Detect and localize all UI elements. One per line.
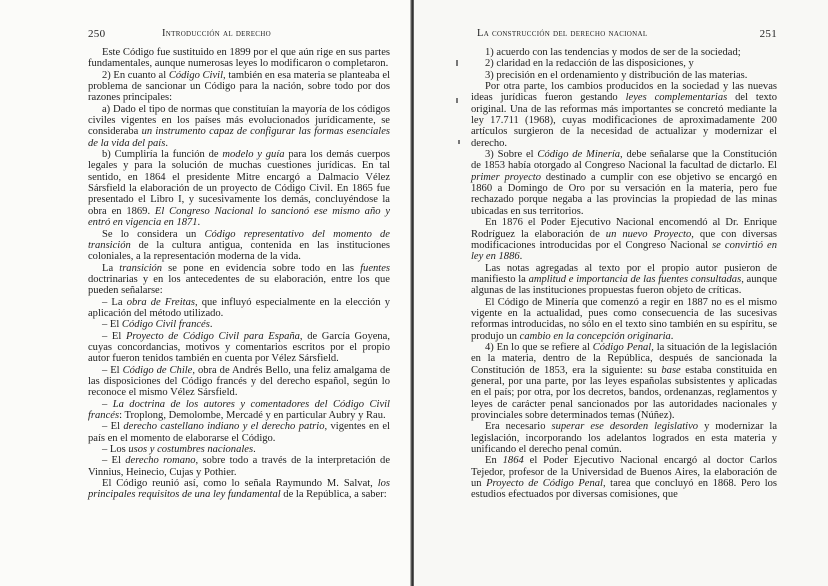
left-page [0, 0, 412, 586]
paragraph [471, 149, 777, 217]
italic-text: Código de Minería [537, 149, 621, 161]
italic-text: leyes complementarias [625, 92, 728, 104]
text-run: . [197, 217, 201, 229]
text-run: Era necesario [485, 421, 552, 433]
italic-text: Código Civil francés [121, 319, 210, 331]
text-run: destinado a cumplir con ese objetivo se encargó en 1860 a Domingo de Oro por su versación en la materia, pero fue rechazado porque negaba a las provincias la propiedad de las minas ubicadas en sus territorios. [471, 171, 778, 217]
text-run: – [102, 398, 113, 410]
text-run: En [485, 455, 503, 467]
italic-text: base [661, 364, 681, 376]
paragraph [88, 263, 390, 297]
text-run: Se lo considera un [102, 228, 205, 240]
text-run: 1) acuerdo con las tendencias y modos de ser de la sociedad; [485, 47, 741, 58]
italic-text: superar ese desorden legislativo [551, 421, 699, 433]
italic-text: un nuevo Proyecto [605, 228, 692, 240]
page-number: 251 [759, 28, 777, 40]
paragraph [471, 455, 777, 500]
text-run: . [670, 330, 674, 342]
text-run: – La [102, 296, 127, 308]
italic-text: cambio en la concepción originaria [519, 330, 671, 342]
paragraph [471, 342, 777, 421]
text-run: , sobre todo a través de la interpretación de Vinnius, Heinecio, Cujas y Pothier. [88, 455, 391, 478]
italic-text: Código de Chile [122, 364, 193, 376]
text-run: – El [102, 364, 123, 376]
italic-text: Proyecto de Código Civil para España [125, 330, 300, 342]
paragraph [471, 217, 777, 262]
text-run: , que influyó especialmente en la elección y aplicación del método utilizado. [88, 296, 391, 319]
italic-text: Proyecto de Código Penal [486, 478, 603, 490]
paragraph [88, 421, 390, 444]
text-run: 3) Sobre el [485, 149, 538, 161]
text-run: para los demás cuerpos legales y para la solución de muchas cuestiones jurídicas. En tal sentido, en 1864 el presidente Mitre encargó a Dalmacio Vélez Sársfield la elaboración de un proyecto de Código Civil. En 1865 fue presentado el Libro I, y sucesivamente los demás, concluyéndose la obra en 1869. [88, 149, 390, 217]
paragraph [88, 455, 390, 478]
text-run: b) Cumpliría la función de [102, 149, 223, 161]
paragraph [88, 478, 390, 501]
text-run: , debe señalarse que la Constitución de 1853 había otorgado al Congreso Nacional la facultad de dictarlo. El [471, 149, 777, 172]
text-run: y modernizar la legislación, incorporando los adelantos logrados en esta materia y unificando el derecho penal común. [471, 421, 778, 456]
right-page [414, 0, 828, 586]
italic-text: La doctrina de los autores y comentadores del Código Civil francés [88, 398, 390, 421]
paragraph [88, 47, 390, 70]
paragraph [88, 444, 390, 455]
italic-text: derecho romano [125, 455, 196, 467]
text-run: , obra de Andrés Bello, una feliz amalgama de las disposiciones del Código francés y del derecho español, según lo reconoce el mismo Vélez Sársfield. [88, 364, 391, 399]
text-run: , vigentes en el país en el momento de elaborarse el Código. [88, 421, 390, 444]
paragraph [88, 331, 390, 365]
paragraph [471, 47, 777, 58]
text-run: , aunque algunas de las instituciones propuestas fueron objeto de críticas. [471, 273, 778, 297]
italic-text: se convirtió en ley en 1886 [471, 239, 777, 263]
text-run: 2) claridad en la redacción de las disposiciones, y [485, 58, 694, 70]
paragraph [88, 70, 390, 104]
text-run: , también en esa materia se planteaba el problema de sancionar un Código para la nación, sobre todo por dos razones principales: [88, 69, 390, 104]
text-run: , la situación de la legislación en la materia, dentro de la República, después de sancionada la Constitución de 1853, era la siguiente: su [471, 341, 777, 376]
italic-text: modelo y guía [222, 149, 285, 161]
paragraph [88, 297, 390, 320]
italic-text: Código representativo del momento de transición [88, 228, 390, 251]
text-run: La [102, 262, 120, 274]
paragraph [471, 58, 777, 69]
text-run: Las notas agregadas al texto por el propio autor pusieron de manifiesto la [471, 262, 777, 285]
text-run: . [253, 444, 256, 456]
text-run: 3) precisión en el ordenamiento y distribución de las materias. [485, 69, 748, 81]
page-number: 250 [88, 28, 106, 40]
left-page-body [88, 47, 390, 501]
italic-text: un instrumento capaz de configurar las formas esenciales de la vida del país [88, 126, 390, 149]
text-run: Por otra parte, los cambios producidos en la sociedad y las nuevas ideas jurídicas fueron gestando [471, 81, 777, 104]
paragraph [88, 104, 390, 149]
paragraph [88, 365, 390, 399]
text-run: – El [102, 455, 126, 467]
paragraph [88, 399, 390, 422]
text-run: 4) En lo que se refiere al [485, 341, 593, 353]
italic-text: obra de Freitas [126, 296, 195, 308]
paragraph [471, 81, 777, 149]
text-run: . [519, 251, 523, 263]
text-run: , de García Goyena, cuyas concordancias, motivos y comentarios escritos por el propio autor fueron tenidos también en cuenta por Vélez Sársfield. [88, 330, 390, 365]
text-run: – El [102, 330, 126, 342]
paragraph [471, 263, 777, 297]
margin-mark [456, 98, 458, 103]
text-run: 2) En cuanto al [102, 69, 169, 81]
right-page-body [471, 47, 777, 501]
text-run: doctrinarias y en los antecedentes de su elaboración, entre los que pueden señalarse: [88, 273, 390, 297]
text-run: , que con diversas modificaciones introducidas por el Congreso Nacional [471, 228, 777, 251]
italic-text: fuentes [360, 262, 390, 274]
paragraph [471, 70, 777, 81]
italic-text: 1864 [502, 455, 524, 467]
italic-text: usos y costumbres nacionales [128, 444, 254, 456]
text-run: Este Código fue sustituido en 1899 por el que aún rige en sus partes fundamentales, aunque numerosas leyes lo modificaron o completaron. [88, 47, 390, 70]
paragraph [88, 149, 390, 228]
italic-text: amplitud e importancia de las fuentes consultadas [528, 273, 742, 285]
text-run: , tarea que concluyó en 1868. Pero los estudios efectuados por diversas comisiones, que [471, 478, 778, 501]
text-run: : Troplong, Demolombe, Mercadé y en particular Aubry y Rau. [119, 410, 386, 421]
italic-text: derecho castellano indiano y el derecho patrio [123, 421, 325, 433]
running-head: Introducción al derecho [162, 28, 271, 39]
paragraph [471, 297, 777, 342]
text-run: El Código reunió así, como lo señala Raymundo M. Salvat, [102, 478, 378, 490]
left-page-header [88, 28, 390, 40]
text-run: En 1876 el Poder Ejecutivo Nacional encomendó al Dr. Enrique Rodríguez la elaboración de [471, 217, 777, 240]
text-run: del texto original. Una de las reformas más importantes se concretó mediante la ley 17.711 (1968), cuyas modificaciones de aproximadamente 200 artículos surgieron de la necesidad de actualizar y modernizar el derecho. [471, 92, 778, 149]
margin-mark [456, 60, 458, 66]
text-run: el Poder Ejecutivo Nacional encargó al doctor Carlos Tejedor, profesor de la Universidad de Buenos Aires, la elaboración de un [471, 455, 778, 490]
running-head: La construcción del derecho nacional [477, 28, 648, 39]
paragraph [471, 421, 777, 455]
italic-text: El Congreso Nacional lo sancionó ese mismo año y entró en vigencia en 1871 [88, 205, 391, 229]
italic-text: los principales requisitos de una ley fundamental [88, 478, 390, 501]
text-run: a) Dado el tipo de normas que constituían la mayoría de los códigos civiles vigentes en los países más evolucionados jurídicamente, se consideraba [88, 103, 390, 138]
text-run: El Código de Minería que comenzó a regir en 1887 no es el mismo vigente en la actualidad, pues como consecuencia de las sucesivas reformas introducidas, no sólo en el texto sino también en su espíritu, se produjo un [471, 296, 777, 342]
italic-text: primer proyecto [471, 171, 541, 183]
text-run: – El [102, 319, 122, 331]
italic-text: Código Penal [592, 341, 652, 353]
text-run: estaba constituida en general, por una parte, por las leyes españolas subsistentes y aplicadas en el país; por otra, por los decretos, bandos, ordenanzas, reglamentos y leyes de carácter penal sancionados por las autoridades nacionales y provinciales sobre determinados temas (Núñez). [471, 364, 777, 421]
italic-text: Código Civil [168, 69, 224, 81]
text-run: de la República, a saber: [280, 489, 387, 501]
italic-text: transición [119, 262, 163, 274]
margin-mark [458, 140, 460, 144]
text-run: – El [102, 421, 124, 433]
text-run: de la cultura antigua, contenida en las instituciones coloniales, a la representación moderna de la vida. [88, 239, 390, 263]
paragraph [88, 229, 390, 263]
text-run: – Los [102, 444, 129, 456]
paragraph [88, 319, 390, 330]
text-run: . [165, 137, 168, 149]
text-run: . [209, 319, 213, 331]
text-run: se pone en evidencia sobre todo en las [162, 262, 361, 274]
